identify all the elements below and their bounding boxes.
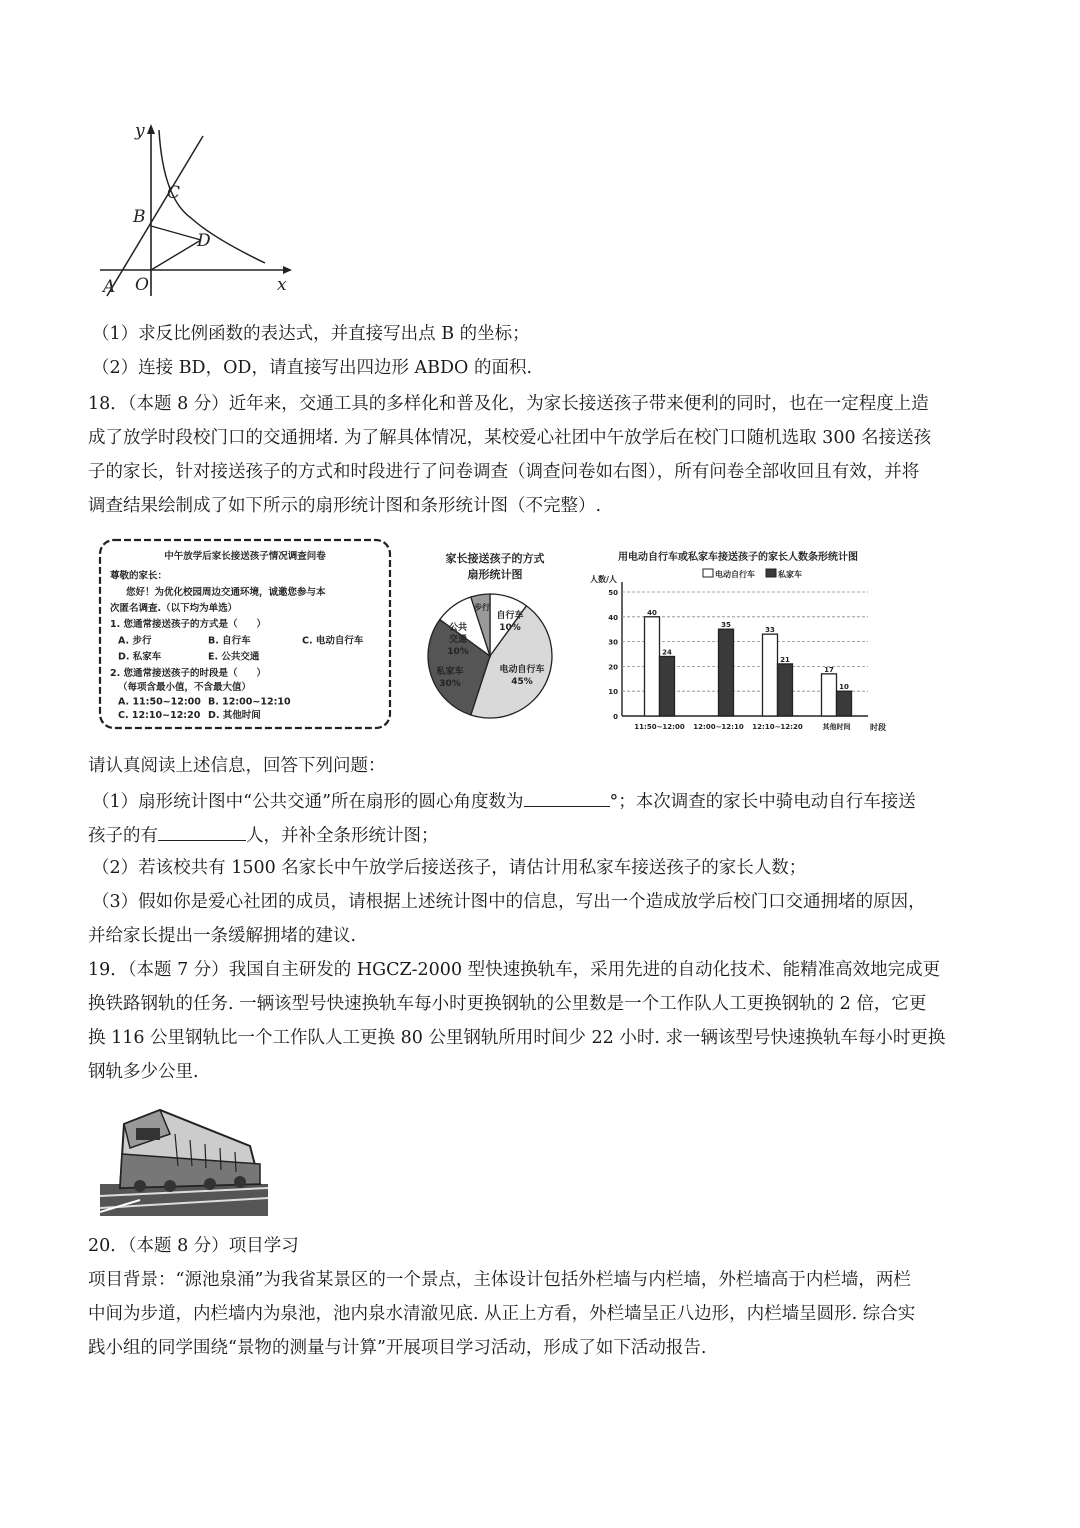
survey-option-bike: B. 自行车	[208, 635, 251, 647]
q18-part2: （2）若该校共有 1500 名家长中午放学后接送孩子，请估计用私家车接送孩子的家长人数；	[92, 858, 807, 878]
y-axis-label: 人数/人	[590, 575, 617, 584]
q18-stem-line1: 18．（本题 8 分）近年来，交通工具的多样化和普及化，为家长接送孩子带来便利的同时，也在一定程度上造	[88, 394, 929, 414]
rail-replacement-train-image	[100, 1104, 268, 1216]
survey-time-d: D. 其他时间	[208, 710, 261, 721]
label-o: O	[135, 275, 149, 295]
label-b: B	[133, 207, 146, 227]
q17-part2: （2）连接 BD，OD，请直接写出四边形 ABDO 的面积.	[92, 358, 533, 378]
bar-data-label: 35	[721, 621, 731, 630]
pie-label-car: 私家车	[436, 667, 464, 677]
legend-swatch-ebike	[703, 569, 713, 577]
survey-greeting: 尊敬的家长：	[110, 570, 168, 582]
bar-data-label: 10	[839, 683, 849, 692]
survey-questionnaire	[96, 536, 394, 732]
q18-part1-line1	[92, 788, 916, 814]
survey-time-b: B. 12:00~12:10	[208, 696, 291, 708]
pie-label-bike-pct: 10%	[499, 623, 521, 633]
x-axis-arrow-icon	[283, 266, 292, 274]
survey-time-c: C. 12:10~12:20	[118, 710, 201, 721]
q20-title: 20．（本题 8 分）项目学习	[88, 1236, 299, 1256]
label-c: C	[167, 183, 181, 203]
bar-data-label: 24	[662, 648, 672, 657]
q18-stem-line4: 调查结果绘制成了如下所示的扇形统计图和条形统计图（不完整）.	[88, 496, 602, 516]
survey-intro1: 您好！为优化校园周边交通环境，诚邀您参与本	[126, 586, 326, 598]
survey-questionnaire-row10	[96, 716, 394, 730]
pie-label-bus1: 公共	[448, 623, 468, 633]
bar-y-tick-label: 10	[608, 688, 618, 697]
pie-title-line1: 家长接送孩子的方式	[445, 552, 545, 565]
bar-category-label: 12:00~12:10	[693, 723, 744, 731]
bar-category-label: 其他时间	[822, 723, 851, 731]
pie-chart	[420, 548, 570, 740]
bar-chart	[588, 546, 888, 736]
label-x: x	[277, 275, 287, 295]
bar-car	[660, 656, 675, 716]
q20-background-line1: 项目背景：“源池泉涌”为我省某景区的一个景点，主体设计包括外栏墙与内栏墙，外栏墙高于内栏墙，两栏	[88, 1270, 911, 1290]
q18-part1-line2	[88, 822, 439, 848]
q20-background-line3: 践小组的同学围绕“景物的测量与计算”开展项目学习活动，形成了如下活动报告.	[88, 1338, 707, 1358]
bar-data-label: 17	[824, 665, 834, 674]
bar-marks	[645, 609, 852, 716]
function-graph-figure	[95, 118, 305, 303]
bar-ebike	[763, 634, 778, 716]
q19-line3: 换 116 公里钢轨比一个工作队人工更换 80 公里钢轨所用时间少 22 小时. 求一辆该型号快速换轨车每小时更换	[88, 1028, 946, 1048]
q20-background-line2: 中间为步道，内栏墙内为泉池，池内泉水清澈见底. 从正上方看，外栏墙呈正八边形，内栏墙呈圆形. 综合实	[88, 1304, 916, 1324]
survey-time-a: A. 11:50~12:00	[118, 696, 201, 708]
legend-label-ebike: 电动自行车	[715, 570, 755, 579]
q18-part1-text-d: 人，并补全条形统计图；	[246, 826, 439, 846]
label-d: D	[197, 231, 211, 251]
survey-q2: 2. 您通常接送孩子的时段是（ ）	[110, 667, 267, 679]
pie-title-line2: 扇形统计图	[467, 568, 523, 581]
survey-option-car: D. 私家车	[118, 651, 162, 663]
pie-label-bus2: 交通	[448, 635, 468, 645]
bar-y-tick-label: 40	[608, 613, 618, 622]
segment-bd	[151, 226, 201, 240]
bar-y-tick-label: 30	[608, 638, 618, 647]
pie-label-ebike-pct: 45%	[511, 677, 533, 687]
bar-data-label: 21	[780, 655, 790, 664]
answer-blank-count[interactable]	[158, 822, 246, 841]
bar-ebike	[645, 617, 660, 716]
q19-line4: 钢轨多少公里.	[88, 1062, 199, 1082]
x-axis-label: 时段	[870, 723, 886, 732]
bar-ebike	[822, 674, 837, 716]
bar-y-tick-origin: 0	[613, 713, 618, 721]
label-a: A	[103, 277, 116, 297]
bar-data-label: 33	[765, 626, 775, 635]
pie-label-ebike: 电动自行车	[499, 665, 545, 675]
survey-option-bus: E. 公共交通	[208, 651, 260, 663]
q18-read-instruction: 请认真阅读上述信息，回答下列问题：	[88, 756, 386, 776]
q18-stem-line2: 成了放学时段校门口的交通拥堵. 为了解具体情况，某校爱心社团中午放学后在校门口随机选取 300 名接送孩	[88, 428, 932, 448]
pie-label-car-pct: 30%	[439, 679, 461, 689]
survey-title: 中午放学后家长接送孩子情况调查问卷	[164, 551, 326, 562]
pie-label-walk: 步行	[474, 603, 490, 612]
q18-part1-text-c: 孩子的有	[88, 826, 158, 846]
answer-blank-angle[interactable]	[524, 788, 610, 807]
q18-part3-line2: 并给家长提出一条缓解拥堵的建议.	[88, 926, 357, 946]
legend-swatch-car	[766, 569, 776, 577]
q18-part1-text-a: （1）扇形统计图中“公共交通”所在扇形的圆心角度数为	[92, 792, 524, 812]
legend-label-car: 私家车	[778, 570, 802, 579]
bar-y-tick-label: 50	[608, 589, 618, 597]
y-axis-arrow-icon	[147, 124, 155, 134]
label-y: y	[135, 121, 145, 141]
bar-category-label: 12:10~12:20	[752, 723, 803, 731]
bar-chart-title: 用电动自行车或私家车接送孩子的家长人数条形统计图	[618, 552, 858, 563]
q19-line2: 换铁路钢轨的任务. 一辆该型号快速换轨车每小时更换钢轨的公里数是一个工作队人工更换钢轨的 2 倍，它更	[88, 994, 927, 1014]
q17-part1: （1）求反比例函数的表达式，并直接写出点 B 的坐标；	[92, 324, 530, 344]
bar-category-label: 11:50~12:00	[634, 723, 685, 731]
bar-car	[778, 664, 793, 716]
bar-car	[719, 629, 734, 716]
survey-q2-note: （每项含最小值，不含最大值）	[118, 682, 252, 694]
q18-part3-line1: （3）假如你是爱心社团的成员，请根据上述统计图中的信息，写出一个造成放学后校门口交通拥堵的原因，	[92, 892, 926, 912]
survey-q1: 1. 您通常接送孩子的方式是（ ）	[110, 619, 267, 631]
bar-data-label: 40	[647, 608, 657, 617]
pie-label-bus-pct: 10%	[447, 647, 469, 657]
survey-intro2: 次匿名调查.（以下均为单选）	[110, 603, 238, 614]
bar-y-tick-label: 20	[608, 663, 618, 672]
pie-label-bike: 自行车	[496, 611, 524, 621]
segment-od	[151, 240, 201, 270]
survey-option-ebike: C. 电动自行车	[302, 635, 364, 647]
q19-line1: 19．（本题 7 分）我国自主研发的 HGCZ-2000 型快速换轨车，采用先进的自动化技术、能精准高效地完成更	[88, 960, 941, 980]
bar-car	[837, 691, 852, 716]
q18-part1-text-b: °；本次调查的家长中骑电动自行车接送	[609, 792, 916, 812]
q18-stem-line3: 子的家长，针对接送孩子的方式和时段进行了问卷调查（调查问卷如右图），所有问卷全部收回且有效，并将	[88, 462, 920, 482]
survey-option-walk: A. 步行	[118, 635, 152, 647]
